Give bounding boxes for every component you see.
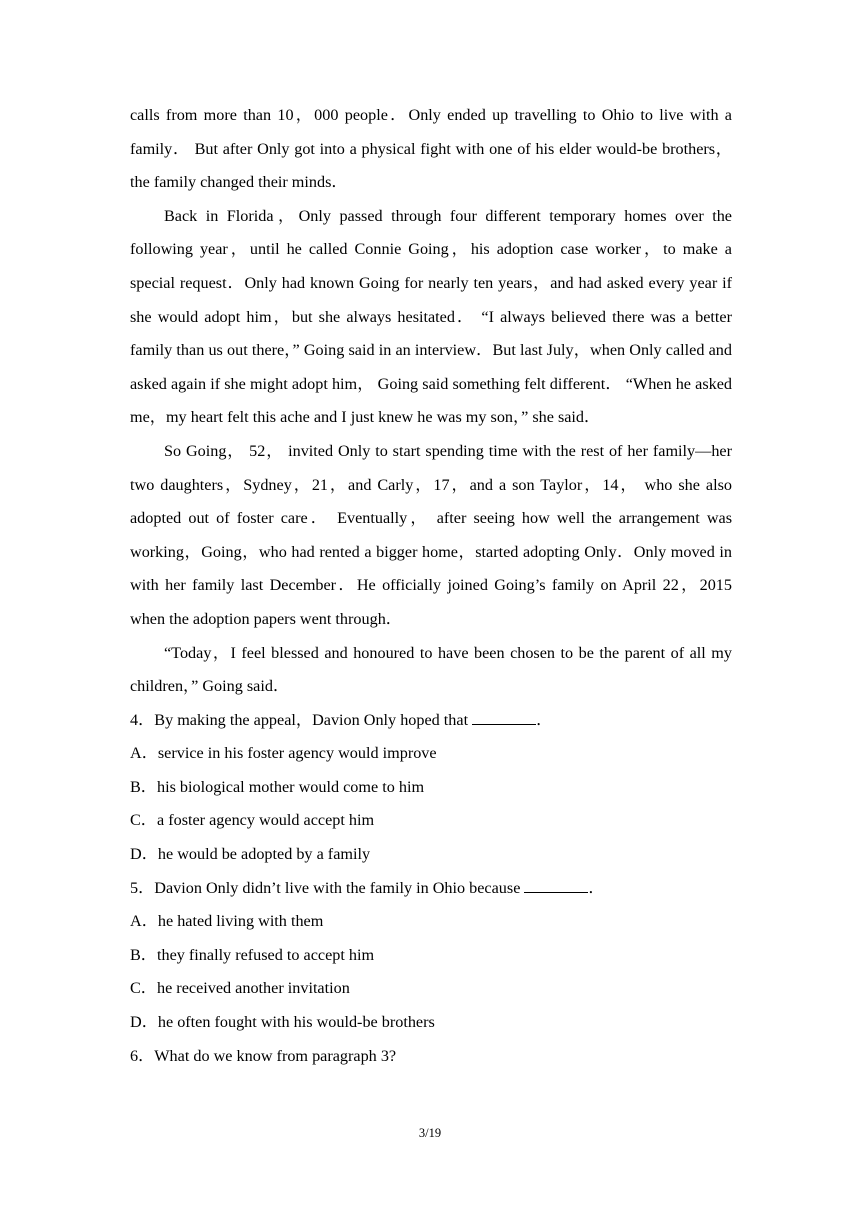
question-stem <box>130 704 732 738</box>
answer-blank <box>524 878 588 893</box>
question-5 <box>130 872 732 1040</box>
page-content <box>130 99 732 1073</box>
question-stem: 6．What do we know from paragraph 3? <box>130 1046 397 1065</box>
passage-paragraph-4: “Today，I feel blessed and honoured to have been chosen to be the parent of all my children，” Going said． <box>130 643 732 696</box>
option-b: B．they finally refused to accept him <box>130 945 375 964</box>
option-a: A．he hated living with them <box>130 912 324 931</box>
question-stem-end: ． <box>536 710 553 729</box>
page-number: 3/19 <box>418 1126 442 1140</box>
question-6 <box>130 1040 732 1074</box>
question-stem-end: ． <box>588 878 605 897</box>
option-b: B．his biological mother would come to him <box>130 777 425 796</box>
option-c: C．a foster agency would accept him <box>130 811 375 830</box>
question-4 <box>130 704 732 872</box>
answer-blank <box>472 710 536 725</box>
passage-paragraph-2: Back in Florida，Only passed through four different temporary homes over the following year，until he called Connie Going，his adoption case worker，to make a special request．Only had known Going for nearly ten years，and had asked every year if she would adopt him，but she always hesitated． “I always believed there was a better family than us out there，” Going said in an interview．But last July，when Only called and asked again if she might adopt him， Going said something felt different． “When he asked me，my heart felt this ache and I just knew he was my son，” she said． <box>130 206 732 427</box>
passage-paragraph-3: So Going， 52， invited Only to start spending time with the rest of her family—her two daughters，Sydney，21，and Carly，17，and a son Taylor，14， who she also adopted out of foster care． Eventually， after seeing how well the arrangement was working，Going，who had rented a bigger home，started adopting Only．Only moved in with her family last December．He officially joined Going’s family on April 22，2015 when the adoption papers went through． <box>130 441 732 628</box>
question-stem-text: 5．Davion Only didn’t live with the family in Ohio because <box>130 878 521 897</box>
option-d: D．he often fought with his would-be brothers <box>130 1013 435 1032</box>
option-a: A．service in his foster agency would improve <box>130 744 437 763</box>
option-d: D．he would be adopted by a family <box>130 845 371 864</box>
option-c: C．he received another invitation <box>130 979 350 998</box>
question-stem-text: 4．By making the appeal，Davion Only hoped that <box>130 710 469 729</box>
question-stem <box>130 872 732 906</box>
passage-paragraph-1: calls from more than 10，000 people．Only ended up travelling to Ohio to live with a family． But after Only got into a physical fight with one of his elder would-be brothers，the family changed their minds． <box>130 106 732 192</box>
